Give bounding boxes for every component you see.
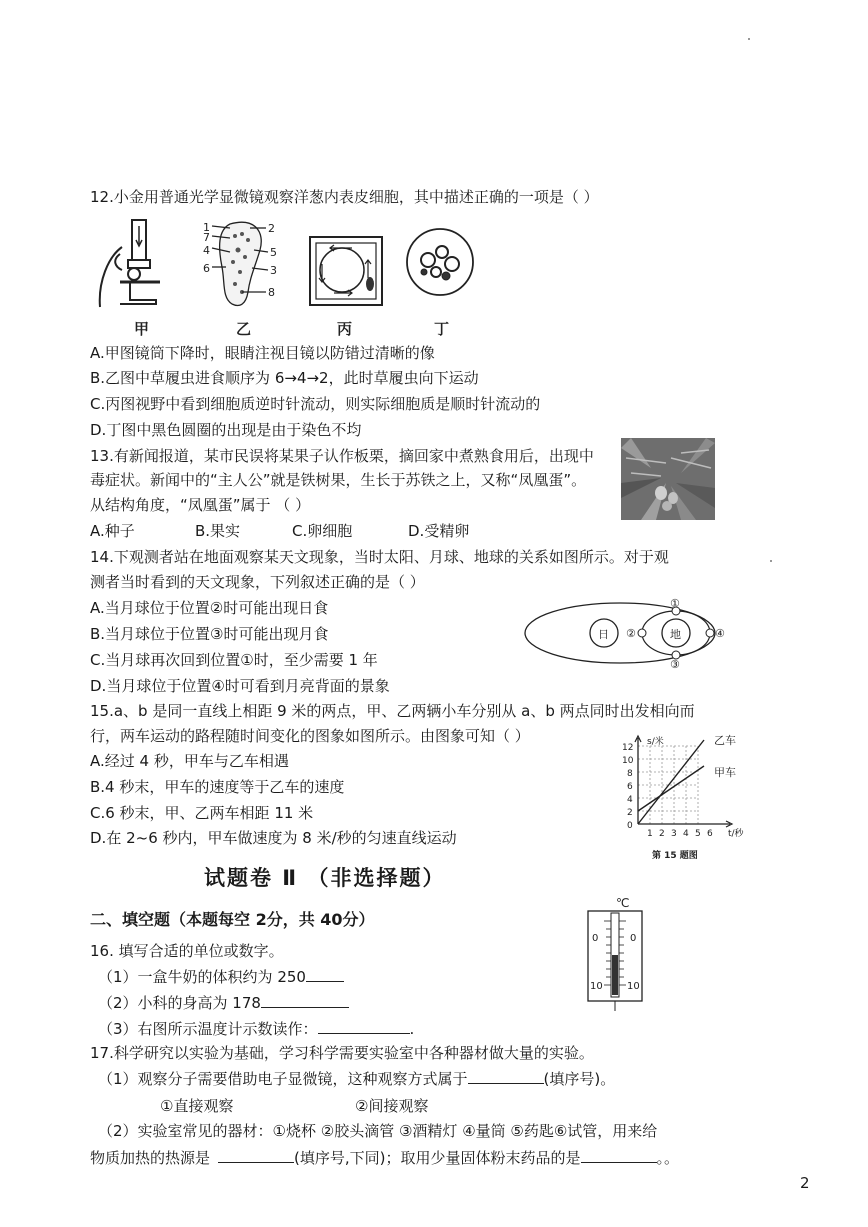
x-tick: 5 [695,829,701,839]
y-tick: 12 [622,743,634,753]
q16-item-2-text: （2）小科的身高为 178 [98,994,261,1012]
position-label: ④ [715,627,725,640]
q16-blank-1[interactable] [306,967,344,982]
y-tick: 10 [622,756,634,766]
q16-blank-2[interactable] [261,993,349,1008]
q17-sub1 [98,1069,615,1089]
y-tick: 4 [627,795,633,805]
q14-line-2: 测者当时看到的天文现象，下列叙述正确的是（ ） [90,573,425,591]
q12-option-a: A.甲图镜筒下降时，眼睛注视目镜以防错过清晰的像 [90,344,435,362]
q12-figures [90,212,490,342]
distance-time-graph [618,732,768,862]
q15-line-1: 15.a、b 是同一直线上相距 9 米的两点，甲、乙两辆小车分别从 a、b 两点同时出发相向而 [90,702,695,720]
q15-option-a: A.经过 4 秒，甲车与乙车相遇 [90,752,289,770]
position-label: ① [670,597,680,610]
q13-line-2: 毒症状。新闻中的“主人公”就是铁树果，生长于苏铁之上，又称“凤凰蛋”。 [90,471,587,489]
sun-label: 日 [598,628,609,641]
paramecium-label: 4 [203,244,210,257]
q16-item-1 [98,967,344,987]
figure-caption: 乙 [236,320,252,338]
q12-option-c: C.丙图视野中看到细胞质逆时针流动，则实际细胞质是顺时针流动的 [90,395,541,413]
paramecium-label: 5 [270,246,277,259]
scan-speck [770,560,772,562]
q13-option-c: C.卵细胞 [292,522,353,540]
q13-option-b: B.果实 [195,522,241,540]
q15-option-b: B.4 秒末，甲车的速度等于乙车的速度 [90,778,345,796]
paramecium-label: 6 [203,262,210,275]
q17-sub1-end: (填序号)。 [543,1070,616,1088]
y-tick: 2 [627,808,633,818]
y-tick: 6 [627,782,633,792]
y-tick: 8 [627,769,633,779]
q14-option-d: D.当月球位于位置④时可看到月亮背面的景象 [90,677,390,695]
q16-item-1-text: （1）一盒牛奶的体积约为 250 [98,968,306,986]
page-number: 2 [800,1174,810,1192]
q17-sub2-line2 [90,1148,679,1168]
q16-blank-3[interactable] [318,1019,410,1034]
q14-option-b: B.当月球位于位置③时可能出现月食 [90,625,329,643]
q17-sub2-text-b: (填序号,下同)；取用少量固体粉末药品的是 [294,1149,581,1167]
section-title: 试题卷 Ⅱ （非选择题） [204,866,446,890]
q16-stem: 16. 填写合适的单位或数字。 [90,942,284,960]
q12-stem: 12.小金用普通光学显微镜观察洋葱内表皮细胞，其中描述正确的一项是（ ） [90,188,599,206]
q13-line-3: 从结构角度，“凤凰蛋”属于 （ ） [90,496,311,514]
q17-sub2-line1: （2）实验室常见的器材：①烧杯 ②胶头滴管 ③酒精灯 ④量筒 ⑤药匙⑥试管，用来给 [98,1122,658,1140]
figure-caption: 丁 [434,320,450,338]
x-tick: 3 [671,829,677,839]
q16-item-2 [98,993,349,1013]
q12-option-b: B.乙图中草履虫进食顺序为 6→4→2，此时草履虫向下运动 [90,369,479,387]
q14-option-a: A.当月球位于位置②时可能出现日食 [90,599,329,617]
paramecium-label: 3 [270,264,277,277]
q16-item-3: （3）右图所示温度计示数读作： . [98,1020,415,1038]
x-axis-unit: t/秒 [728,829,744,839]
line-yi [638,740,704,824]
line-label-yi: 乙车 [714,734,736,747]
q17-blank-2[interactable] [218,1148,294,1163]
q13-option-d: D.受精卵 [408,522,470,540]
q14-line-1: 14.下观测者站在地面观察某天文现象，当时太阳、月球、地球的关系如图所示。对于观 [90,548,669,566]
paramecium-label: 1 [203,221,210,234]
q13-line-1: 13.有新闻报道，某市民误将某果子认作板栗，摘回家中煮熟食用后，出现中 [90,447,594,465]
thermometer-tick: 0 [592,933,599,944]
x-tick: 4 [683,829,689,839]
earth-label: 地 [670,628,681,641]
part2-heading: 二、填空题（本题每空 2分，共 40分） [90,910,375,929]
line-jia [638,766,704,811]
q17-choice-1: ①直接观察 [160,1097,234,1115]
q12-option-d: D.丁图中黑色圆圈的出现是由于染色不均 [90,421,362,439]
x-tick: 2 [659,829,665,839]
q17-sub2-text-a: 物质加热的热源是 [90,1149,211,1167]
paramecium-label: 7 [203,231,210,244]
q13-option-a: A.种子 [90,522,135,540]
y-tick: 0 [627,821,633,831]
q16-item-3-text: （3）右图所示温度计示数读作： [98,1020,318,1038]
q17-sub2-text-c: 。。 [656,1149,680,1167]
x-tick: 6 [707,829,713,839]
cycad-fruit-photo [621,438,715,520]
figure-caption: 甲 [134,320,150,338]
paramecium-diagram [203,221,277,306]
q15-line-2: 行，两车运动的路程随时间变化的图象如图所示。由图象可知（ ） [90,727,530,745]
position-label: ② [626,627,636,640]
thermometer-tick: 0 [630,933,637,944]
paramecium-label: 2 [268,222,275,235]
thermometer-unit: ℃ [616,896,630,910]
q17-stem: 17.科学研究以实验为基础，学习科学需要实验室中各种器材做大量的实验。 [90,1044,594,1062]
cell-view-diagram [310,237,382,305]
x-tick: 1 [647,829,653,839]
orbit-diagram [520,596,735,671]
q17-choice-2: ②间接观察 [355,1097,429,1115]
graph-caption: 第 15 题图 [652,851,698,861]
position-label: ③ [670,658,680,671]
thermometer-tick: 10 [627,981,640,992]
paramecium-label: 8 [268,286,275,299]
q17-blank-3[interactable] [581,1148,657,1163]
line-label-jia: 甲车 [714,766,736,779]
q14-option-c: C.当月球再次回到位置①时，至少需要 1 年 [90,651,378,669]
microscope-icon [100,220,160,307]
q17-blank-1[interactable] [468,1069,544,1084]
q15-option-c: C.6 秒末，甲、乙两车相距 11 米 [90,804,314,822]
bubble-view-diagram [407,229,473,295]
thermometer-tick: 10 [590,981,603,992]
scan-speck [748,38,750,40]
thermometer-diagram [580,893,650,1018]
y-axis-unit: s/米 [647,737,664,747]
q15-option-d: D.在 2~6 秒内，甲车做速度为 8 米/秒的匀速直线运动 [90,829,457,847]
figure-caption: 丙 [337,320,353,338]
q17-sub1-text: （1）观察分子需要借助电子显微镜，这种观察方式属于 [98,1070,468,1088]
